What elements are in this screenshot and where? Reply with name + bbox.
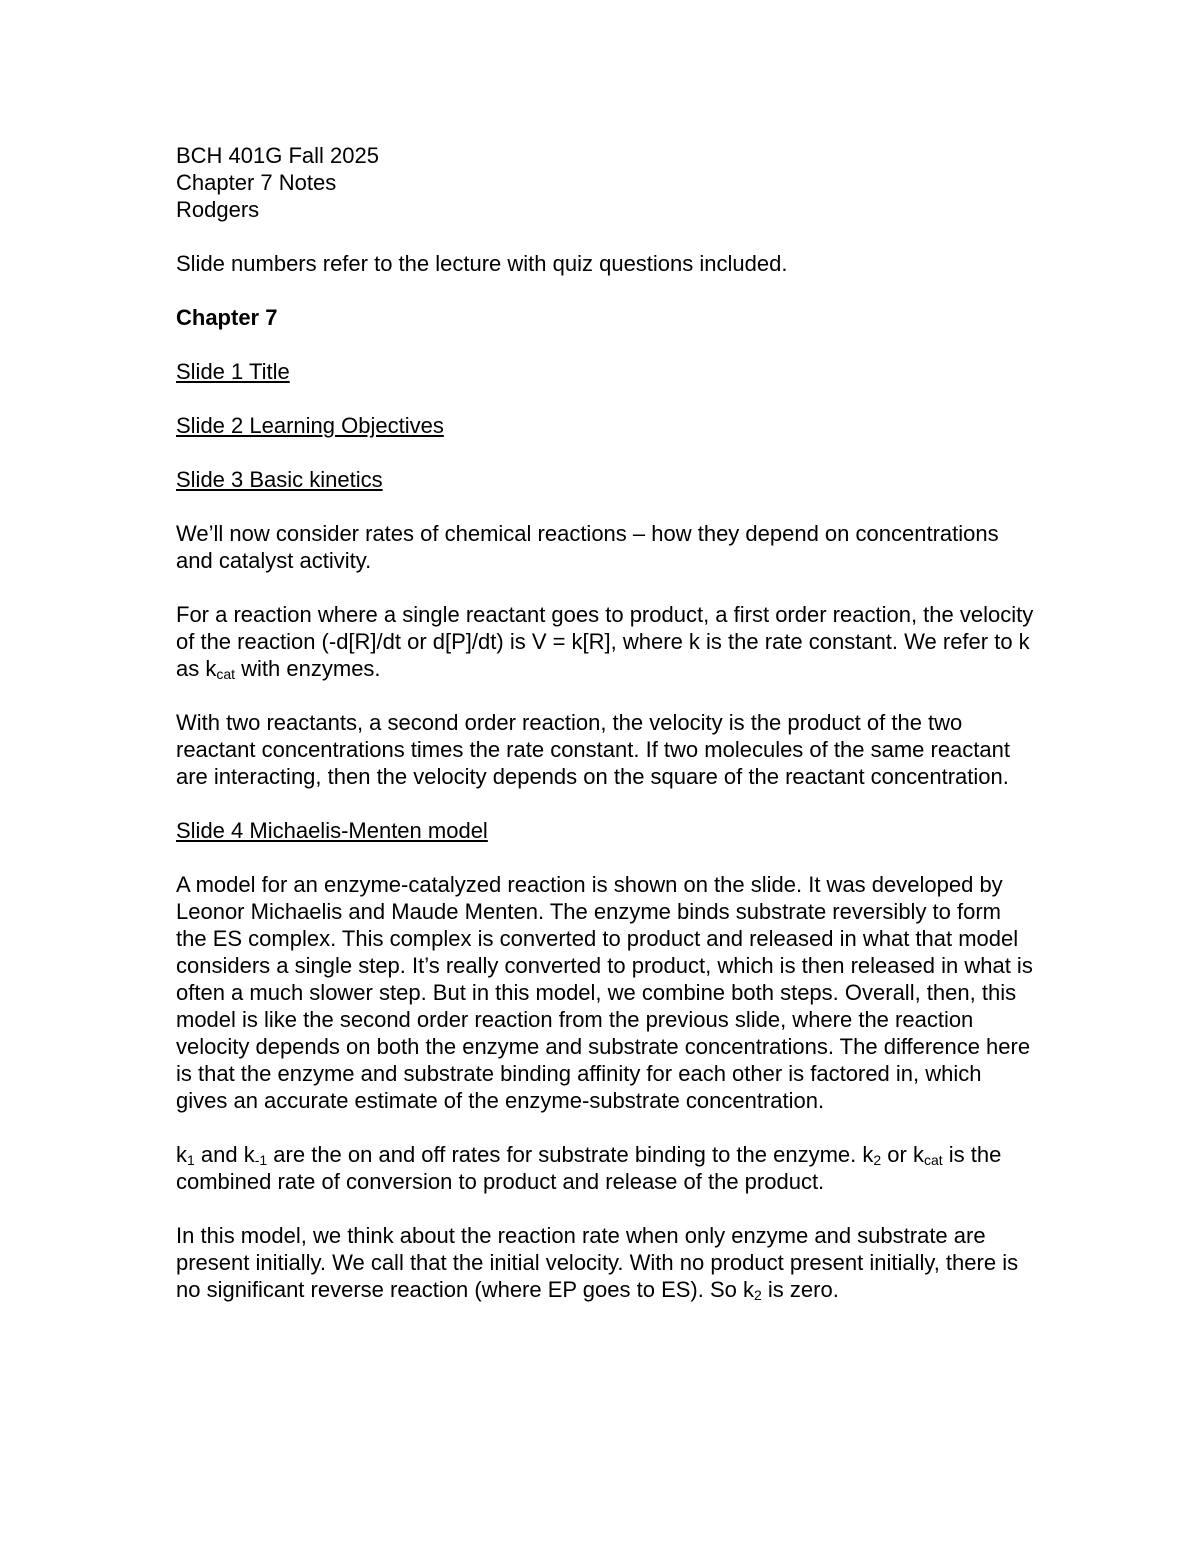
kcat-subscript: cat — [216, 666, 236, 682]
course-line: BCH 401G Fall 2025 — [176, 143, 379, 168]
first-order-text: For a reaction where a single reactant goes to product, a first order reaction, the velocity of the reaction (-d[R]/dt or d[P]/dt) is V = k[R], where k is the rate constant. We refer to k as k — [176, 602, 1034, 681]
slide-1-heading: Slide 1 Title — [176, 359, 290, 384]
kcat-subscript-2: cat — [923, 1152, 943, 1168]
slide-4-heading: Slide 4 Michaelis-Menten model — [176, 818, 488, 843]
paragraph-first-order — [176, 601, 1036, 682]
document-body — [176, 142, 1036, 1303]
initial-velocity-text: In this model, we think about the reaction rate when only enzyme and substrate are present initially. We call that the initial velocity. With no product present initially, there is no significant reverse reaction (where EP goes to ES). So k — [176, 1223, 1019, 1302]
rate-text-2: are the on and off rates for substrate binding to the enzyme. k — [267, 1142, 874, 1167]
initial-velocity-end: is zero. — [761, 1277, 839, 1302]
k2-subscript-2: 2 — [754, 1287, 762, 1303]
paragraph-rate-constants — [176, 1141, 1036, 1195]
k-minus1-subscript: -1 — [254, 1152, 268, 1168]
paragraph-second-order: With two reactants, a second order reaction, the velocity is the product of the two reactant concentrations times the rate constant. If two molecules of the same reactant are interacting, then the velocity depends on the square of the reactant concentration. — [176, 710, 1010, 789]
rate-text-4: is the combined rate of conversion to product and release of the product. — [176, 1142, 1002, 1194]
paragraph-michaelis-menten: A model for an enzyme-catalyzed reaction is shown on the slide. It was developed by Leonor Michaelis and Maude Menten. The enzyme binds substrate reversibly to form the ES complex. This complex is converted to product and released in what that model considers a single step. It’s really converted to product, which is then released in what is often a much slower step. But in this model, we combine both steps. Overall, then, this model is like the second order reaction from the previous slide, where the reaction velocity depends on both the enzyme and substrate concentrations. The difference here is that the enzyme and substrate binding affinity for each other is factored in, which gives an accurate estimate of the enzyme-substrate concentration. — [176, 872, 1033, 1113]
rate-k: k — [176, 1142, 187, 1167]
author-line: Rodgers — [176, 197, 260, 222]
chapter-heading: Chapter 7 — [176, 305, 278, 330]
k1-subscript: 1 — [187, 1152, 195, 1168]
k2-subscript: 2 — [873, 1152, 882, 1168]
intro-text: Slide numbers refer to the lecture with quiz questions included. — [176, 251, 788, 276]
document-header — [176, 142, 1036, 223]
rate-text-1: and k — [194, 1142, 255, 1167]
notes-line: Chapter 7 Notes — [176, 170, 337, 195]
rate-text-3: or k — [881, 1142, 924, 1167]
first-order-text-end: with enzymes. — [235, 656, 381, 681]
paragraph-rates: We’ll now consider rates of chemical reactions – how they depend on concentrations and catalyst activity. — [176, 521, 999, 573]
paragraph-initial-velocity — [176, 1222, 1036, 1303]
slide-2-heading: Slide 2 Learning Objectives — [176, 413, 444, 438]
slide-3-heading: Slide 3 Basic kinetics — [176, 467, 383, 492]
